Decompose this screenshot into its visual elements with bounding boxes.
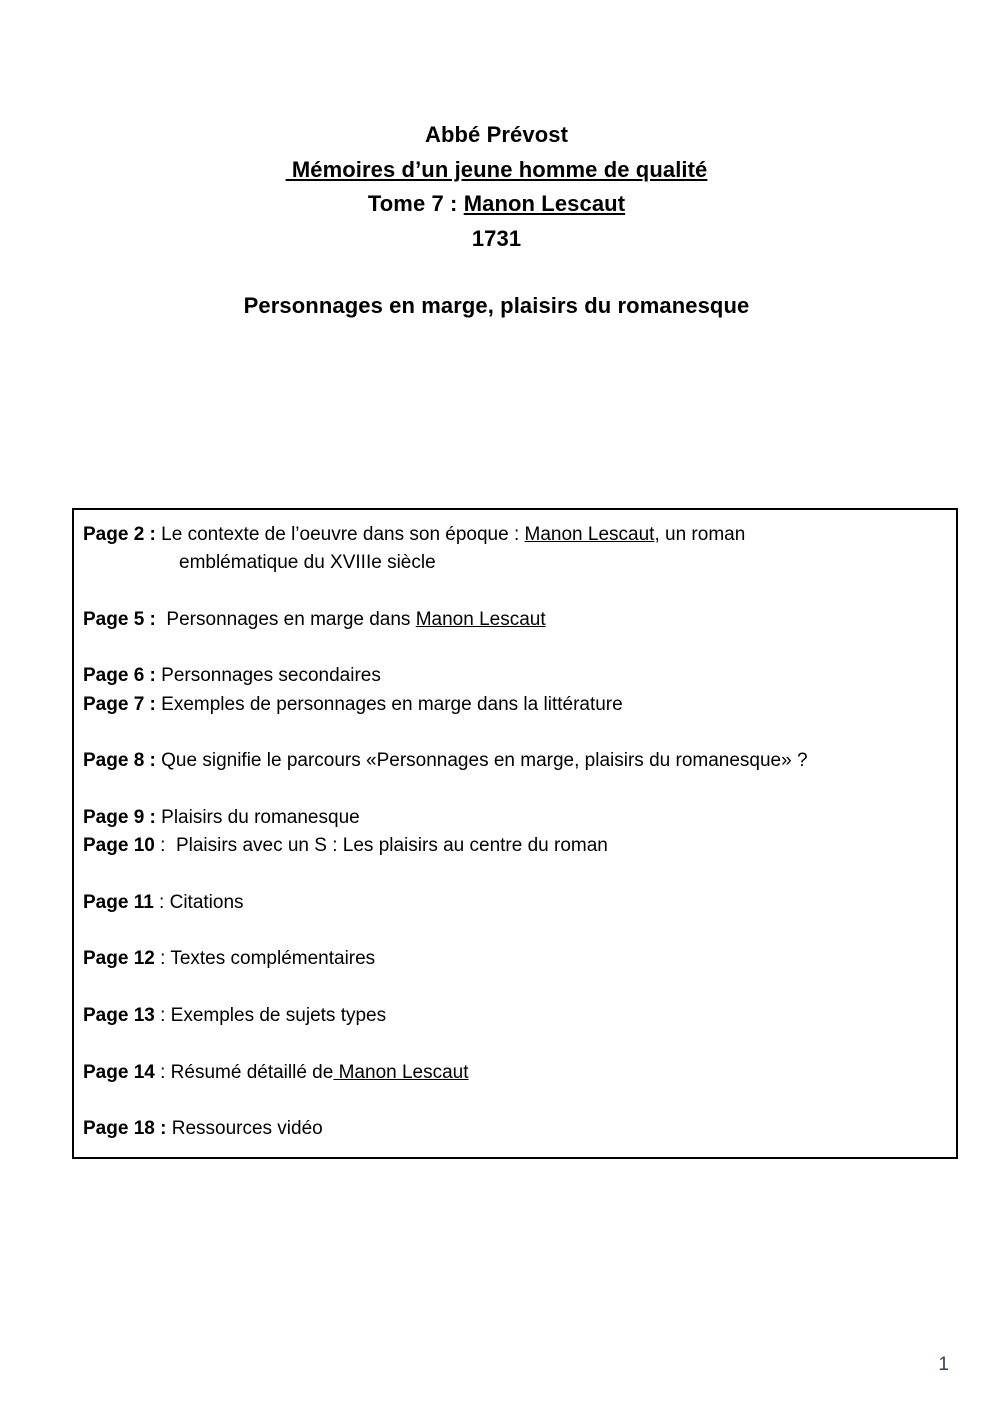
toc-entry[interactable] xyxy=(83,1115,948,1143)
toc-entry-continuation: emblématique du XVIIIe siècle xyxy=(179,552,436,574)
toc-entry-page-label: Page 13 xyxy=(83,1005,155,1027)
toc-spacer xyxy=(83,861,948,889)
toc-entry-title-underlined: Manon Lescaut xyxy=(333,1061,469,1083)
page-number: 1 xyxy=(938,1354,949,1375)
toc-entry[interactable] xyxy=(83,521,948,549)
toc-entry-text: : Citations xyxy=(153,891,244,913)
toc-spacer xyxy=(83,578,948,606)
toc-entry-page-label: Page 18 : xyxy=(83,1118,167,1140)
toc-entry-title-underlined: Manon Lescaut xyxy=(524,524,655,545)
toc-spacer xyxy=(83,1030,948,1058)
table-of-contents-list xyxy=(74,510,956,1144)
toc-entry-text: Personnages secondaires xyxy=(155,665,381,687)
toc-spacer xyxy=(83,719,948,747)
toc-entry[interactable] xyxy=(83,889,948,917)
toc-entry-text: : Exemples de sujets types xyxy=(154,1005,387,1027)
toc-entry-text: Que signifie le parcours «Personnages en marge, plaisirs du romanesque» ? xyxy=(155,750,808,772)
toc-entry[interactable] xyxy=(83,1002,948,1030)
toc-entry-title-underlined: Manon Lescaut xyxy=(415,608,546,630)
title-volume-prefix: Tome 7 : xyxy=(367,191,464,216)
title-volume xyxy=(0,187,993,222)
toc-spacer xyxy=(83,1087,948,1115)
toc-entry-text: : Textes complémentaires xyxy=(154,948,376,970)
toc-entry-text: Personnages en marge dans xyxy=(155,608,416,630)
title-work-underlined: Mémoires d’un jeune homme de qualité xyxy=(285,156,708,182)
toc-entry-page-label: Page 10 xyxy=(83,835,155,857)
toc-entry-page-label: Page 12 xyxy=(83,948,155,970)
title-year: 1731 xyxy=(471,225,522,251)
toc-entry-text: Le contexte de l’oeuvre dans son époque : xyxy=(155,524,525,545)
toc-entry-page-label: Page 5 : xyxy=(83,608,156,630)
toc-spacer xyxy=(83,974,948,1002)
toc-entry-text: Ressources vidéo xyxy=(166,1118,323,1140)
toc-entry-text: Plaisirs du romanesque xyxy=(155,806,360,828)
toc-entry[interactable] xyxy=(83,747,948,775)
toc-entry[interactable] xyxy=(83,691,948,719)
title-author: Abbé Prévost xyxy=(424,122,569,147)
title-block xyxy=(0,118,993,256)
toc-entry[interactable] xyxy=(83,662,948,690)
toc-entry-page-label: Page 11 xyxy=(83,891,154,913)
toc-spacer xyxy=(83,776,948,804)
toc-spacer xyxy=(83,917,948,945)
title-volume-underlined: Manon Lescaut xyxy=(463,191,626,216)
toc-entry[interactable] xyxy=(83,606,948,634)
toc-entry[interactable] xyxy=(83,832,948,860)
toc-entry-page-label: Page 14 xyxy=(83,1061,155,1083)
toc-entry-page-label: Page 9 : xyxy=(83,806,156,828)
toc-entry-text: : Résumé détaillé de xyxy=(154,1061,334,1083)
toc-entry-text: : Plaisirs avec un S : Les plaisirs au centre du roman xyxy=(154,835,608,857)
document-subtitle: Personnages en marge, plaisirs du romanesque xyxy=(243,293,750,318)
toc-entry[interactable] xyxy=(83,1059,948,1087)
title-work xyxy=(0,153,993,188)
toc-spacer xyxy=(83,634,948,662)
toc-entry[interactable] xyxy=(83,945,948,973)
table-of-contents-box xyxy=(72,508,958,1159)
toc-entry-page-label: Page 8 : xyxy=(83,750,156,772)
toc-entry-text: Exemples de personnages en marge dans la littérature xyxy=(155,693,623,715)
toc-entry-page-label: Page 7 : xyxy=(83,693,156,715)
toc-entry-text-tail: , un roman xyxy=(654,524,746,545)
toc-entry-page-label: Page 2 : xyxy=(83,524,156,545)
toc-entry-page-label: Page 6 : xyxy=(83,665,156,687)
toc-entry[interactable] xyxy=(83,804,948,832)
